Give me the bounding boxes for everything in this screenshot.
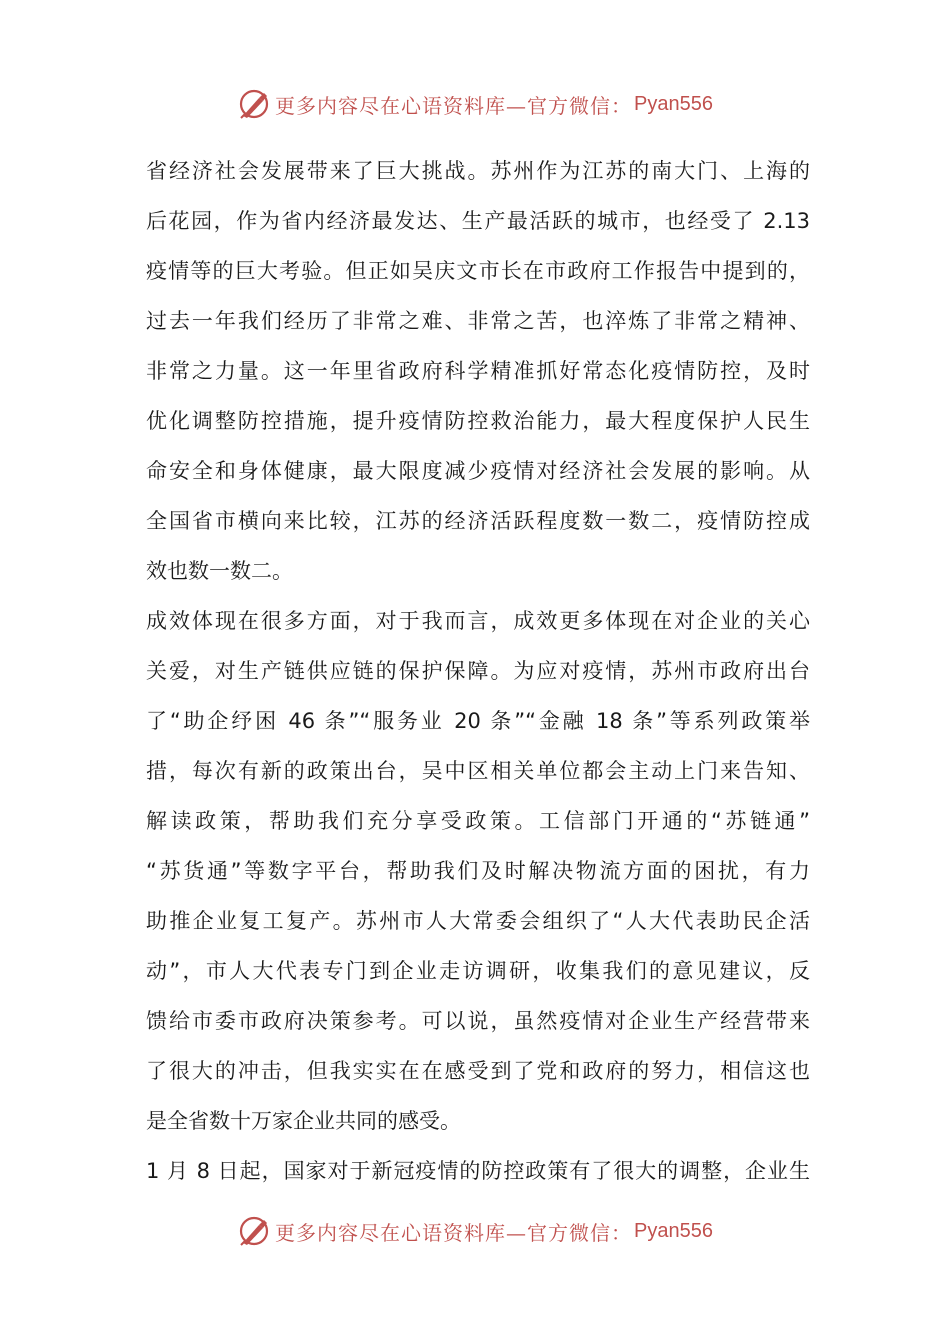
- body-line: 1 月 8 日起，国家对于新冠疫情的防控政策有了很大的调整，企业生: [146, 1159, 810, 1183]
- body-line: 是全省数十万家企业共同的感受。: [146, 1109, 461, 1133]
- body-line: 省经济社会发展带来了巨大挑战。苏州作为江苏的南大门、上海的: [146, 159, 810, 183]
- body-line: “苏货通”等数字平台，帮助我们及时解决物流方面的困扰，有力: [146, 859, 810, 883]
- body-line: 后花园，作为省内经济最发达、生产最活跃的城市，也经受了 2.13: [146, 209, 810, 233]
- body-line: 命安全和身体健康，最大限度减少疫情对经济社会发展的影响。从: [146, 459, 810, 483]
- body-line: 疫情等的巨大考验。但正如吴庆文市长在市政府工作报告中提到的，: [146, 259, 810, 283]
- body-line: 馈给市委市政府决策参考。可以说，虽然疫情对企业生产经营带来: [146, 1009, 810, 1033]
- body-line: 了很大的冲击，但我实实在在感受到了党和政府的努力，相信这也: [146, 1059, 810, 1083]
- body-line: 动”，市人大代表专门到企业走访调研，收集我们的意见建议，反: [146, 959, 810, 983]
- body-line: 关爱，对生产链供应链的保护保障。为应对疫情，苏州市政府出台: [146, 659, 810, 683]
- body-line: 过去一年我们经历了非常之难、非常之苦，也淬炼了非常之精神、: [146, 309, 810, 333]
- body-line: 效也数一数二。: [146, 559, 293, 583]
- body-line: 助推企业复工复产。苏州市人大常委会组织了“人大代表助民企活: [146, 909, 810, 933]
- pen-logo-icon: [237, 87, 271, 121]
- footer-banner: [0, 1211, 950, 1251]
- document-body: [146, 146, 810, 1196]
- footer-banner-text: 更多内容尽在心语资料库—官方微信：: [275, 1220, 633, 1245]
- body-line: 了“助企纾困 46 条”“服务业 20 条”“金融 18 条”等系列政策举: [146, 709, 810, 733]
- body-line: 解读政策，帮助我们充分享受政策。工信部门开通的“苏链通”: [146, 809, 810, 833]
- footer-wechat-id: Pyan556: [634, 1219, 713, 1242]
- body-line: 成效体现在很多方面，对于我而言，成效更多体现在对企业的关心: [146, 609, 810, 633]
- body-line: 全国省市横向来比较，江苏的经济活跃程度数一数二，疫情防控成: [146, 509, 810, 533]
- body-line: 优化调整防控措施，提升疫情防控救治能力，最大程度保护人民生: [146, 409, 810, 433]
- body-line: 非常之力量。这一年里省政府科学精准抓好常态化疫情防控，及时: [146, 359, 810, 383]
- header-banner: [0, 84, 950, 124]
- header-wechat-id: Pyan556: [634, 92, 713, 115]
- header-banner-text: 更多内容尽在心语资料库—官方微信：: [275, 93, 633, 118]
- body-line: 措，每次有新的政策出台，吴中区相关单位都会主动上门来告知、: [146, 759, 810, 783]
- pen-logo-icon: [237, 1214, 271, 1248]
